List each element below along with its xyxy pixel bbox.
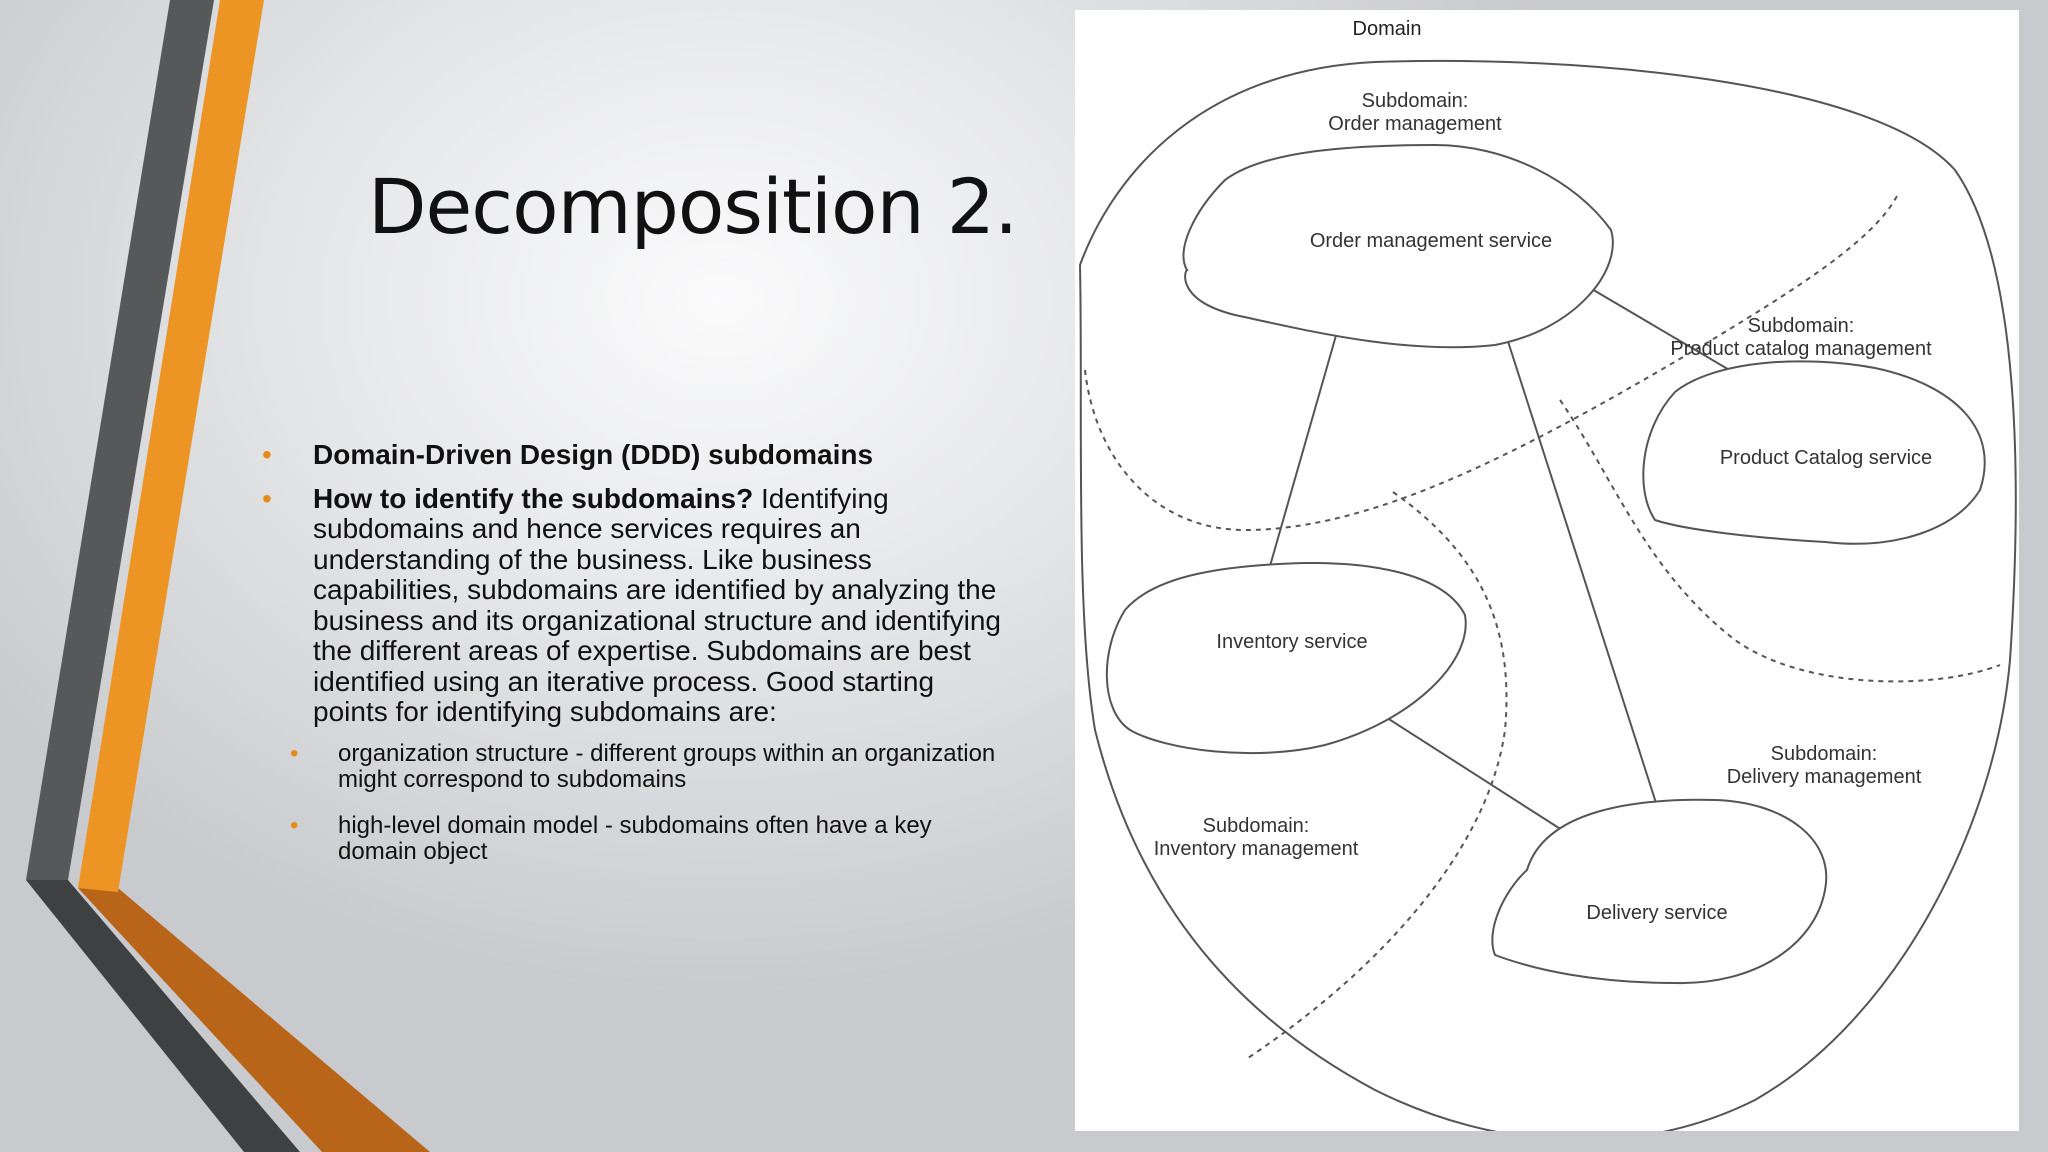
ddd-subdomain-diagram <box>1075 10 2019 1131</box>
connector-order-delivery <box>1505 332 1657 806</box>
inventory-subdomain-label-line2: Inventory management <box>1153 838 1359 860</box>
domain-label: Domain <box>1352 18 1422 40</box>
order-subdomain-label-line1: Subdomain: <box>1361 90 1469 112</box>
bullet-item <box>262 484 1007 728</box>
connector-order-catalog <box>1585 285 1743 378</box>
catalog-subdomain-label-line2: Product catalog management <box>1670 338 1932 360</box>
connector-inventory-delivery <box>1381 714 1562 830</box>
bullet-dot-icon: • <box>290 739 299 767</box>
bullet-dot-icon: • <box>262 439 272 470</box>
delivery-service-label: Delivery service <box>1586 902 1728 924</box>
order-service-label: Order management service <box>1309 230 1553 252</box>
bullet-dot-icon: • <box>290 811 299 839</box>
connector-order-inventory <box>1270 332 1337 566</box>
bullet-item <box>262 440 1007 471</box>
sub-bullet-item <box>290 811 1007 866</box>
bullet-bold-text: How to identify the subdomains? <box>313 482 754 514</box>
bullet-list <box>262 440 1007 885</box>
delivery-service-node <box>1492 800 1826 983</box>
delivery-subdomain-label-line2: Delivery management <box>1726 766 1922 788</box>
order-subdomain-label-line2: Order management <box>1328 113 1502 135</box>
bullet-bold-text: Domain-Driven Design (DDD) subdomains <box>313 439 874 470</box>
catalog-subdomain-label-line1: Subdomain: <box>1747 315 1855 337</box>
catalog-service-label: Product Catalog service <box>1719 447 1933 469</box>
inventory-service-label: Inventory service <box>1216 631 1368 653</box>
sub-bullet-item <box>290 739 1007 794</box>
sub-bullet-text: high-level domain model - subdomains often have a key domain object <box>338 811 932 865</box>
inventory-subdomain-label-line1: Subdomain: <box>1202 815 1310 837</box>
bullet-dot-icon: • <box>262 482 272 514</box>
inventory-service-node <box>1107 563 1466 753</box>
slide-title: Decomposition 2. <box>368 162 1018 251</box>
delivery-subdomain-label-line1: Subdomain: <box>1770 743 1878 765</box>
bullet-body-text: Identifying subdomains and hence services requires an understanding of the business. Like business capabilities, subdomains are identified by analyzing the business and its organizational structure and identifying the different areas of expertise. Subdomains are best identified using an iterative process. Good starting points for identifying subdomains are: <box>313 482 1001 727</box>
sub-bullet-text: organization structure - different groups within an organization might correspond to subdomains <box>338 739 996 793</box>
diagram-panel <box>1075 10 2019 1131</box>
